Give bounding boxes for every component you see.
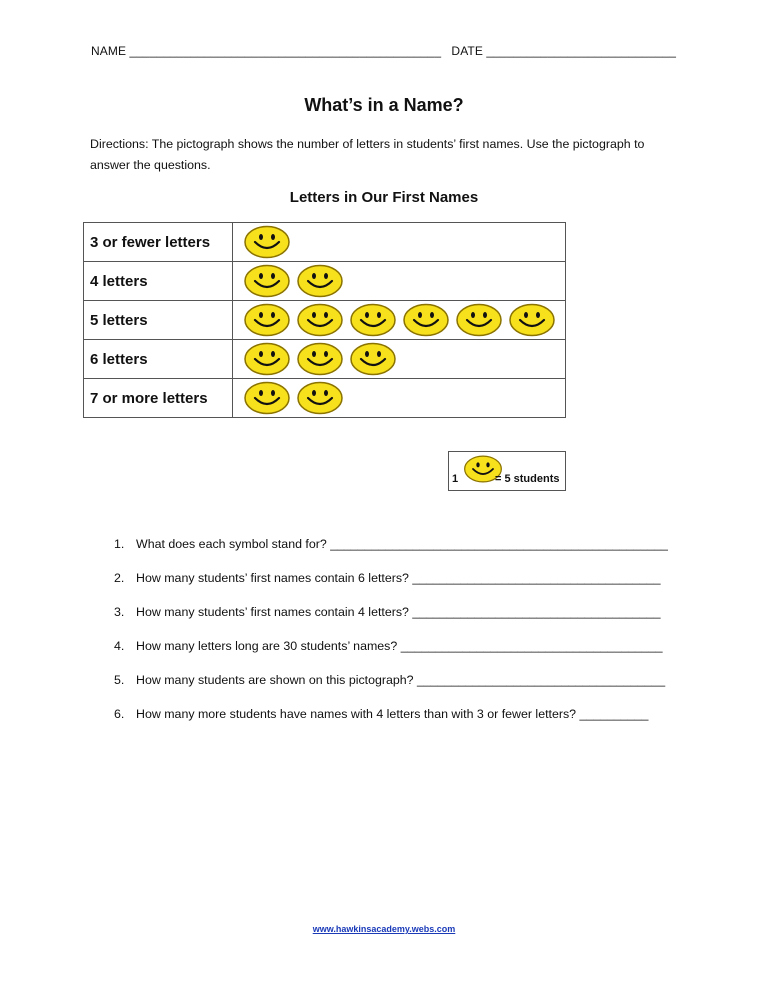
row-symbols bbox=[233, 262, 566, 301]
smiley-face-icon bbox=[508, 303, 556, 337]
row-label: 5 letters bbox=[84, 301, 233, 340]
row-symbols bbox=[233, 379, 566, 418]
question-number: 6. bbox=[114, 707, 125, 721]
question-item bbox=[114, 639, 674, 673]
pictograph-row bbox=[84, 340, 566, 379]
smiley-face-icon bbox=[243, 264, 291, 298]
pictograph-table bbox=[83, 222, 566, 418]
page-title: What’s in a Name? bbox=[304, 95, 464, 115]
smiley-face-icon bbox=[349, 303, 397, 337]
question-text[interactable]: How many more students have names with 4 letters than with 3 or fewer letters? __________ bbox=[136, 707, 649, 721]
smiley-face-icon bbox=[243, 225, 291, 259]
smiley-face-icon bbox=[402, 303, 450, 337]
question-item bbox=[114, 707, 674, 741]
footer bbox=[0, 924, 768, 934]
question-number: 2. bbox=[114, 571, 125, 585]
smiley-face-icon bbox=[243, 303, 291, 337]
smiley-face-icon bbox=[243, 381, 291, 415]
question-number: 5. bbox=[114, 673, 125, 687]
question-number: 1. bbox=[114, 537, 125, 551]
pictograph-row bbox=[84, 262, 566, 301]
question-text[interactable]: How many students’ first names contain 6 letters? ____________________________________ bbox=[136, 571, 661, 585]
smiley-face-icon bbox=[349, 342, 397, 376]
smiley-face-icon bbox=[243, 342, 291, 376]
row-label: 3 or fewer letters bbox=[84, 223, 233, 262]
smiley-face-icon bbox=[296, 381, 344, 415]
pictograph-row bbox=[84, 379, 566, 418]
question-number: 4. bbox=[114, 639, 125, 653]
question-item bbox=[114, 571, 674, 605]
name-date-header bbox=[91, 44, 681, 58]
pictograph-row bbox=[84, 223, 566, 262]
smiley-face-icon bbox=[455, 303, 503, 337]
key-count: 1 bbox=[452, 473, 459, 485]
row-label: 4 letters bbox=[84, 262, 233, 301]
question-text[interactable]: How many letters long are 30 students’ names? ______________________________________ bbox=[136, 639, 663, 653]
row-symbols bbox=[233, 340, 566, 379]
key-value: = 5 students bbox=[495, 473, 560, 485]
directions-text: Directions: The pictograph shows the number of letters in students’ first names. Use the pictograph to answer the questions. bbox=[90, 137, 645, 172]
row-label: 7 or more letters bbox=[84, 379, 233, 418]
question-item bbox=[114, 605, 674, 639]
question-number: 3. bbox=[114, 605, 125, 619]
smiley-face-icon bbox=[296, 303, 344, 337]
question-text[interactable]: How many students are shown on this pictograph? ____________________________________ bbox=[136, 673, 666, 687]
smiley-face-icon bbox=[296, 342, 344, 376]
row-symbols bbox=[233, 223, 566, 262]
row-symbols bbox=[233, 301, 566, 340]
question-item bbox=[114, 537, 674, 571]
name-field[interactable]: NAME ______________________________________________ bbox=[91, 44, 442, 58]
date-field[interactable]: DATE ____________________________ bbox=[451, 44, 677, 58]
smiley-face-icon bbox=[296, 264, 344, 298]
pictograph-key bbox=[448, 451, 566, 491]
question-item bbox=[114, 673, 674, 707]
row-label: 6 letters bbox=[84, 340, 233, 379]
pictograph-row bbox=[84, 301, 566, 340]
question-text[interactable]: How many students’ first names contain 4 letters? ____________________________________ bbox=[136, 605, 661, 619]
chart-title: Letters in Our First Names bbox=[289, 189, 479, 206]
footer-link[interactable]: www.hawkinsacademy.webs.com bbox=[312, 924, 456, 934]
question-list bbox=[114, 537, 674, 741]
question-text[interactable]: What does each symbol stand for? _________________________________________________ bbox=[136, 537, 668, 551]
